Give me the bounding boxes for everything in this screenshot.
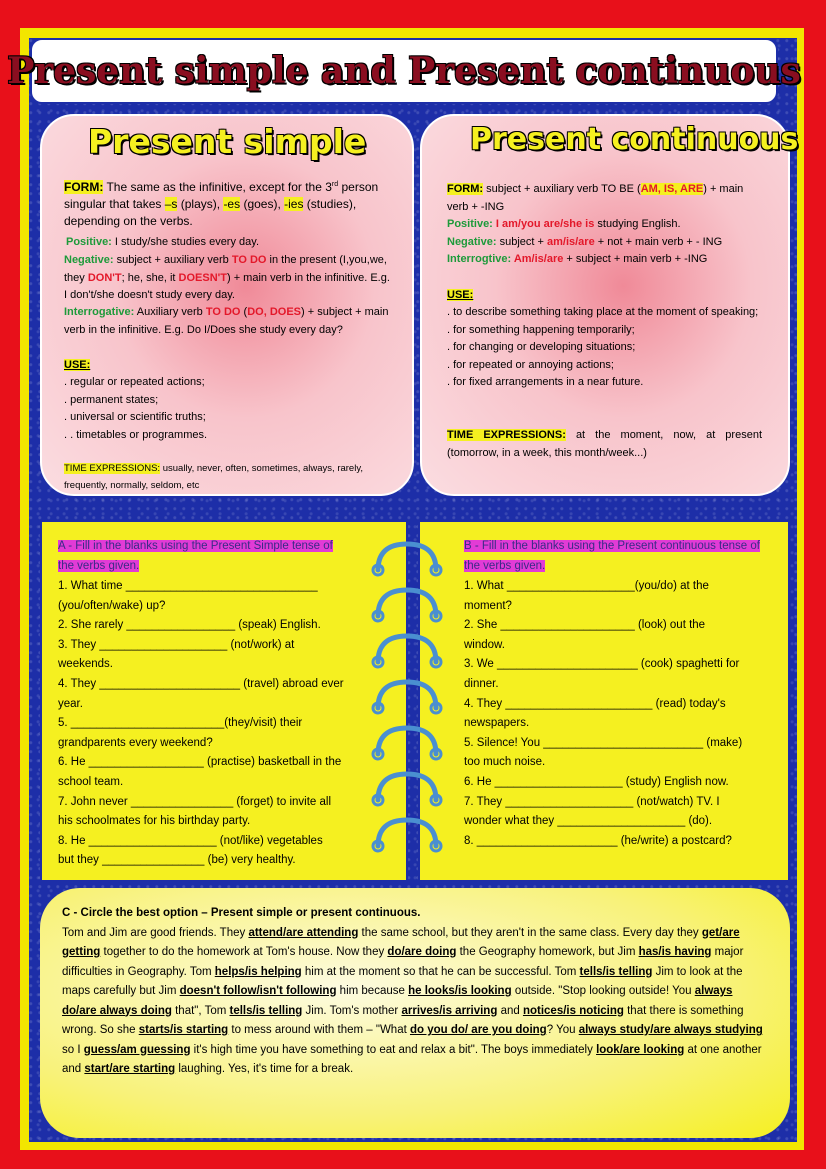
present-simple-heading: Present simple <box>88 122 367 161</box>
paragraph-text: him because <box>336 985 409 997</box>
option-pair[interactable]: start/are starting <box>84 1063 176 1075</box>
exercise-line: 6. He ____________________ (study) English now. <box>464 775 729 788</box>
ps-interrogative: Interrogative: Auxiliary verb TO DO (DO, DOES) + subject + main verb in the infinitive. E.g. Do I/Does she study every day? <box>64 306 389 336</box>
ps-use-item: . regular or repeated actions; <box>64 376 205 388</box>
exercise-line: grandparents every weekend? <box>58 736 213 749</box>
option-pair[interactable]: he looks/is looking <box>408 985 512 997</box>
paragraph-text: that", Tom <box>171 1004 230 1017</box>
option-pair[interactable]: always do/are always doing <box>62 985 733 1017</box>
exercise-line: 3. They ____________________ (not/work) at <box>58 638 295 651</box>
option-pair[interactable]: starts/is starting <box>138 1024 229 1036</box>
exercise-b-items <box>464 577 774 851</box>
ps-positive: Positive: I study/she studies every day. <box>66 236 260 248</box>
exercise-c-text <box>62 904 770 1080</box>
ps-form: FORM: The same as the infinitive, except for the 3rd person singular that takes –s (plays), -es (goes), -ies (studies), depending on the verbs. <box>64 180 379 228</box>
exercise-line: dinner. <box>464 677 499 690</box>
page-title: Present simple and Present continuous <box>7 50 801 92</box>
exercise-line: year. <box>58 697 83 710</box>
paragraph-text: Jim to look at the maps carefully but Jim <box>62 965 743 997</box>
paragraph-text: so I <box>62 1043 84 1056</box>
present-continuous-heading: Present continuous <box>470 122 799 157</box>
exercise-line: 2. She rarely _________________ (speak) English. <box>58 619 321 632</box>
exercise-line: 4. They ______________________ (travel) abroad ever <box>58 677 344 690</box>
paragraph-text: to mess around with them – "What <box>228 1024 410 1036</box>
option-pair[interactable]: has/is having <box>638 946 712 958</box>
pc-form: FORM: subject + auxiliary verb TO BE (AM, IS, ARE) + main verb + -ING <box>447 183 744 213</box>
option-pair[interactable]: attend/are attending <box>248 926 359 939</box>
option-pair[interactable]: tells/is telling <box>579 965 653 978</box>
exercise-a-heading: A - Fill in the blanks using the Present Simple tense of the verbs given. <box>58 540 333 572</box>
option-pair[interactable]: get/are getting <box>62 926 740 958</box>
binder-ring-icon <box>370 586 444 624</box>
paragraph-text: it's high time you have something to eat and relax a bit". The boys immediately <box>190 1043 597 1056</box>
pc-positive: Positive: I am/you are/she is studying English. <box>447 218 681 230</box>
paragraph-text: that there is something wrong. So she <box>62 1004 744 1036</box>
exercise-line: 8. He ____________________ (not/like) vegetables <box>58 834 323 847</box>
exercise-line: school team. <box>58 775 124 788</box>
exercise-line: 7. John never ________________ (forget) to invite all <box>58 795 332 808</box>
exercise-line: too much noise. <box>464 756 546 769</box>
option-pair[interactable]: tells/is telling <box>229 1004 303 1017</box>
option-pair[interactable]: arrives/is arriving <box>401 1004 498 1017</box>
exercise-line: 8. ______________________ (he/write) a postcard? <box>464 834 732 847</box>
pc-time-expressions: TIME EXPRESSIONS: at the moment, now, at present (tomorrow, in a week, this month/week...) <box>447 429 763 459</box>
option-pair[interactable]: look/are looking <box>596 1043 685 1056</box>
ps-use-item: . permanent states; <box>64 393 159 406</box>
pc-use-list <box>447 304 762 392</box>
option-pair[interactable]: do you do/ are you doing <box>409 1024 547 1036</box>
exercise-line: wonder what they ____________________ (do). <box>464 815 713 828</box>
paragraph-text: laughing. Yes, it's time for a break. <box>175 1063 354 1075</box>
pc-use-item: . for changing or developing situations; <box>447 341 636 353</box>
exercise-line: 5. Silence! You _________________________ (make) <box>464 736 743 749</box>
exercise-line: 3. We ______________________ (cook) spaghetti for <box>464 658 740 671</box>
paragraph-text: him at the moment so that he can be successful. Tom <box>301 965 580 978</box>
exercise-a-items <box>58 577 368 871</box>
binder-ring-icon <box>370 816 444 854</box>
paragraph-text: and <box>497 1004 523 1017</box>
ps-use-item: . . timetables or programmes. <box>64 428 208 441</box>
paragraph-text: major difficulties in Geography. Tom <box>62 946 744 978</box>
paragraph-text: together to do the homework at Tom's house. Now they <box>100 946 388 958</box>
binder-ring-icon <box>370 724 444 762</box>
ps-use-label: USE: <box>64 359 91 371</box>
exercise-line: 7. They ____________________ (not/watch) TV. I <box>464 795 720 808</box>
exercise-line: 2. She _____________________ (look) out the <box>464 619 706 632</box>
ps-time-expressions: TIME EXPRESSIONS: usually, never, often, sometimes, always, rarely, frequently, normally, seldom, etc <box>64 463 364 491</box>
exercise-line: 1. What time ______________________________ <box>58 580 318 592</box>
exercise-line: but they ________________ (be) very healthy. <box>58 854 296 867</box>
exercise-line: (you/often/wake) up? <box>58 599 166 612</box>
pc-use-label: USE: <box>447 289 474 301</box>
ps-use-item: . universal or scientific truths; <box>64 411 206 423</box>
binder-ring-icon <box>370 632 444 670</box>
pc-use-item: . for fixed arrangements in a near future. <box>447 376 644 388</box>
binder-ring-icon <box>370 678 444 716</box>
binder-ring-icon <box>370 770 444 808</box>
option-pair[interactable]: guess/am guessing <box>83 1043 191 1056</box>
paragraph-text: the Geography homework, but Jim <box>456 946 639 958</box>
exercise-line: newspapers. <box>464 717 530 730</box>
exercise-line: 6. He __________________ (practise) basketball in the <box>58 756 342 769</box>
pc-use-item: . for repeated or annoying actions; <box>447 358 614 371</box>
exercise-line: his schoolmates for his birthday party. <box>58 815 251 828</box>
option-pair[interactable]: helps/is helping <box>214 965 302 978</box>
option-pair[interactable]: doesn't follow/isn't following <box>179 985 337 997</box>
pc-negative: Negative: subject + am/is/are + not + main verb + - ING <box>447 236 723 248</box>
pc-interrogative: Interrogtive: Am/is/are + subject + main verb + -ING <box>447 253 708 265</box>
ps-negative: Negative: subject + auxiliary verb TO DO in the present (I,you,we, they DON'T; he, she, it DOESN'T) + main verb in the infinitive. E.g. I don't/she doesn't study every day. <box>64 254 390 301</box>
exercise-c-paragraph <box>62 924 770 1080</box>
paragraph-text: Tom and Jim are good friends. They <box>62 926 249 939</box>
paragraph-text: at one another and <box>62 1043 762 1075</box>
paragraph-text: outside. "Stop looking outside! You <box>511 985 695 997</box>
pc-use-item: . to describe something taking place at the moment of speaking; <box>447 306 759 318</box>
option-pair[interactable]: always study/are always studying <box>578 1024 763 1036</box>
paragraph-text: ? You <box>546 1024 579 1036</box>
exercise-b-heading: B - Fill in the blanks using the Present continuous tense of the verbs given. <box>464 540 760 572</box>
exercise-line: 5. ________________________(they/visit) their <box>58 717 303 730</box>
option-pair[interactable]: do/are doing <box>387 946 457 958</box>
paragraph-text: Jim. Tom's mother <box>302 1004 402 1017</box>
exercise-line: moment? <box>464 599 512 612</box>
paragraph-text: the same school, but they aren't in the same class. Every day they <box>358 926 702 939</box>
exercise-line: 4. They _______________________ (read) today's <box>464 697 726 710</box>
title-banner <box>7 38 801 104</box>
exercise-line: window. <box>464 638 505 651</box>
exercise-c-heading: C - Circle the best option – Present simple or present continuous. <box>62 907 421 919</box>
binder-ring-icon <box>370 540 444 578</box>
pc-use-item: . for something happening temporarily; <box>447 323 635 336</box>
option-pair[interactable]: notices/is noticing <box>522 1004 624 1017</box>
exercise-line: 1. What ____________________(you/do) at the <box>464 580 709 592</box>
exercise-line: weekends. <box>58 658 113 671</box>
ps-use-list <box>64 374 390 444</box>
